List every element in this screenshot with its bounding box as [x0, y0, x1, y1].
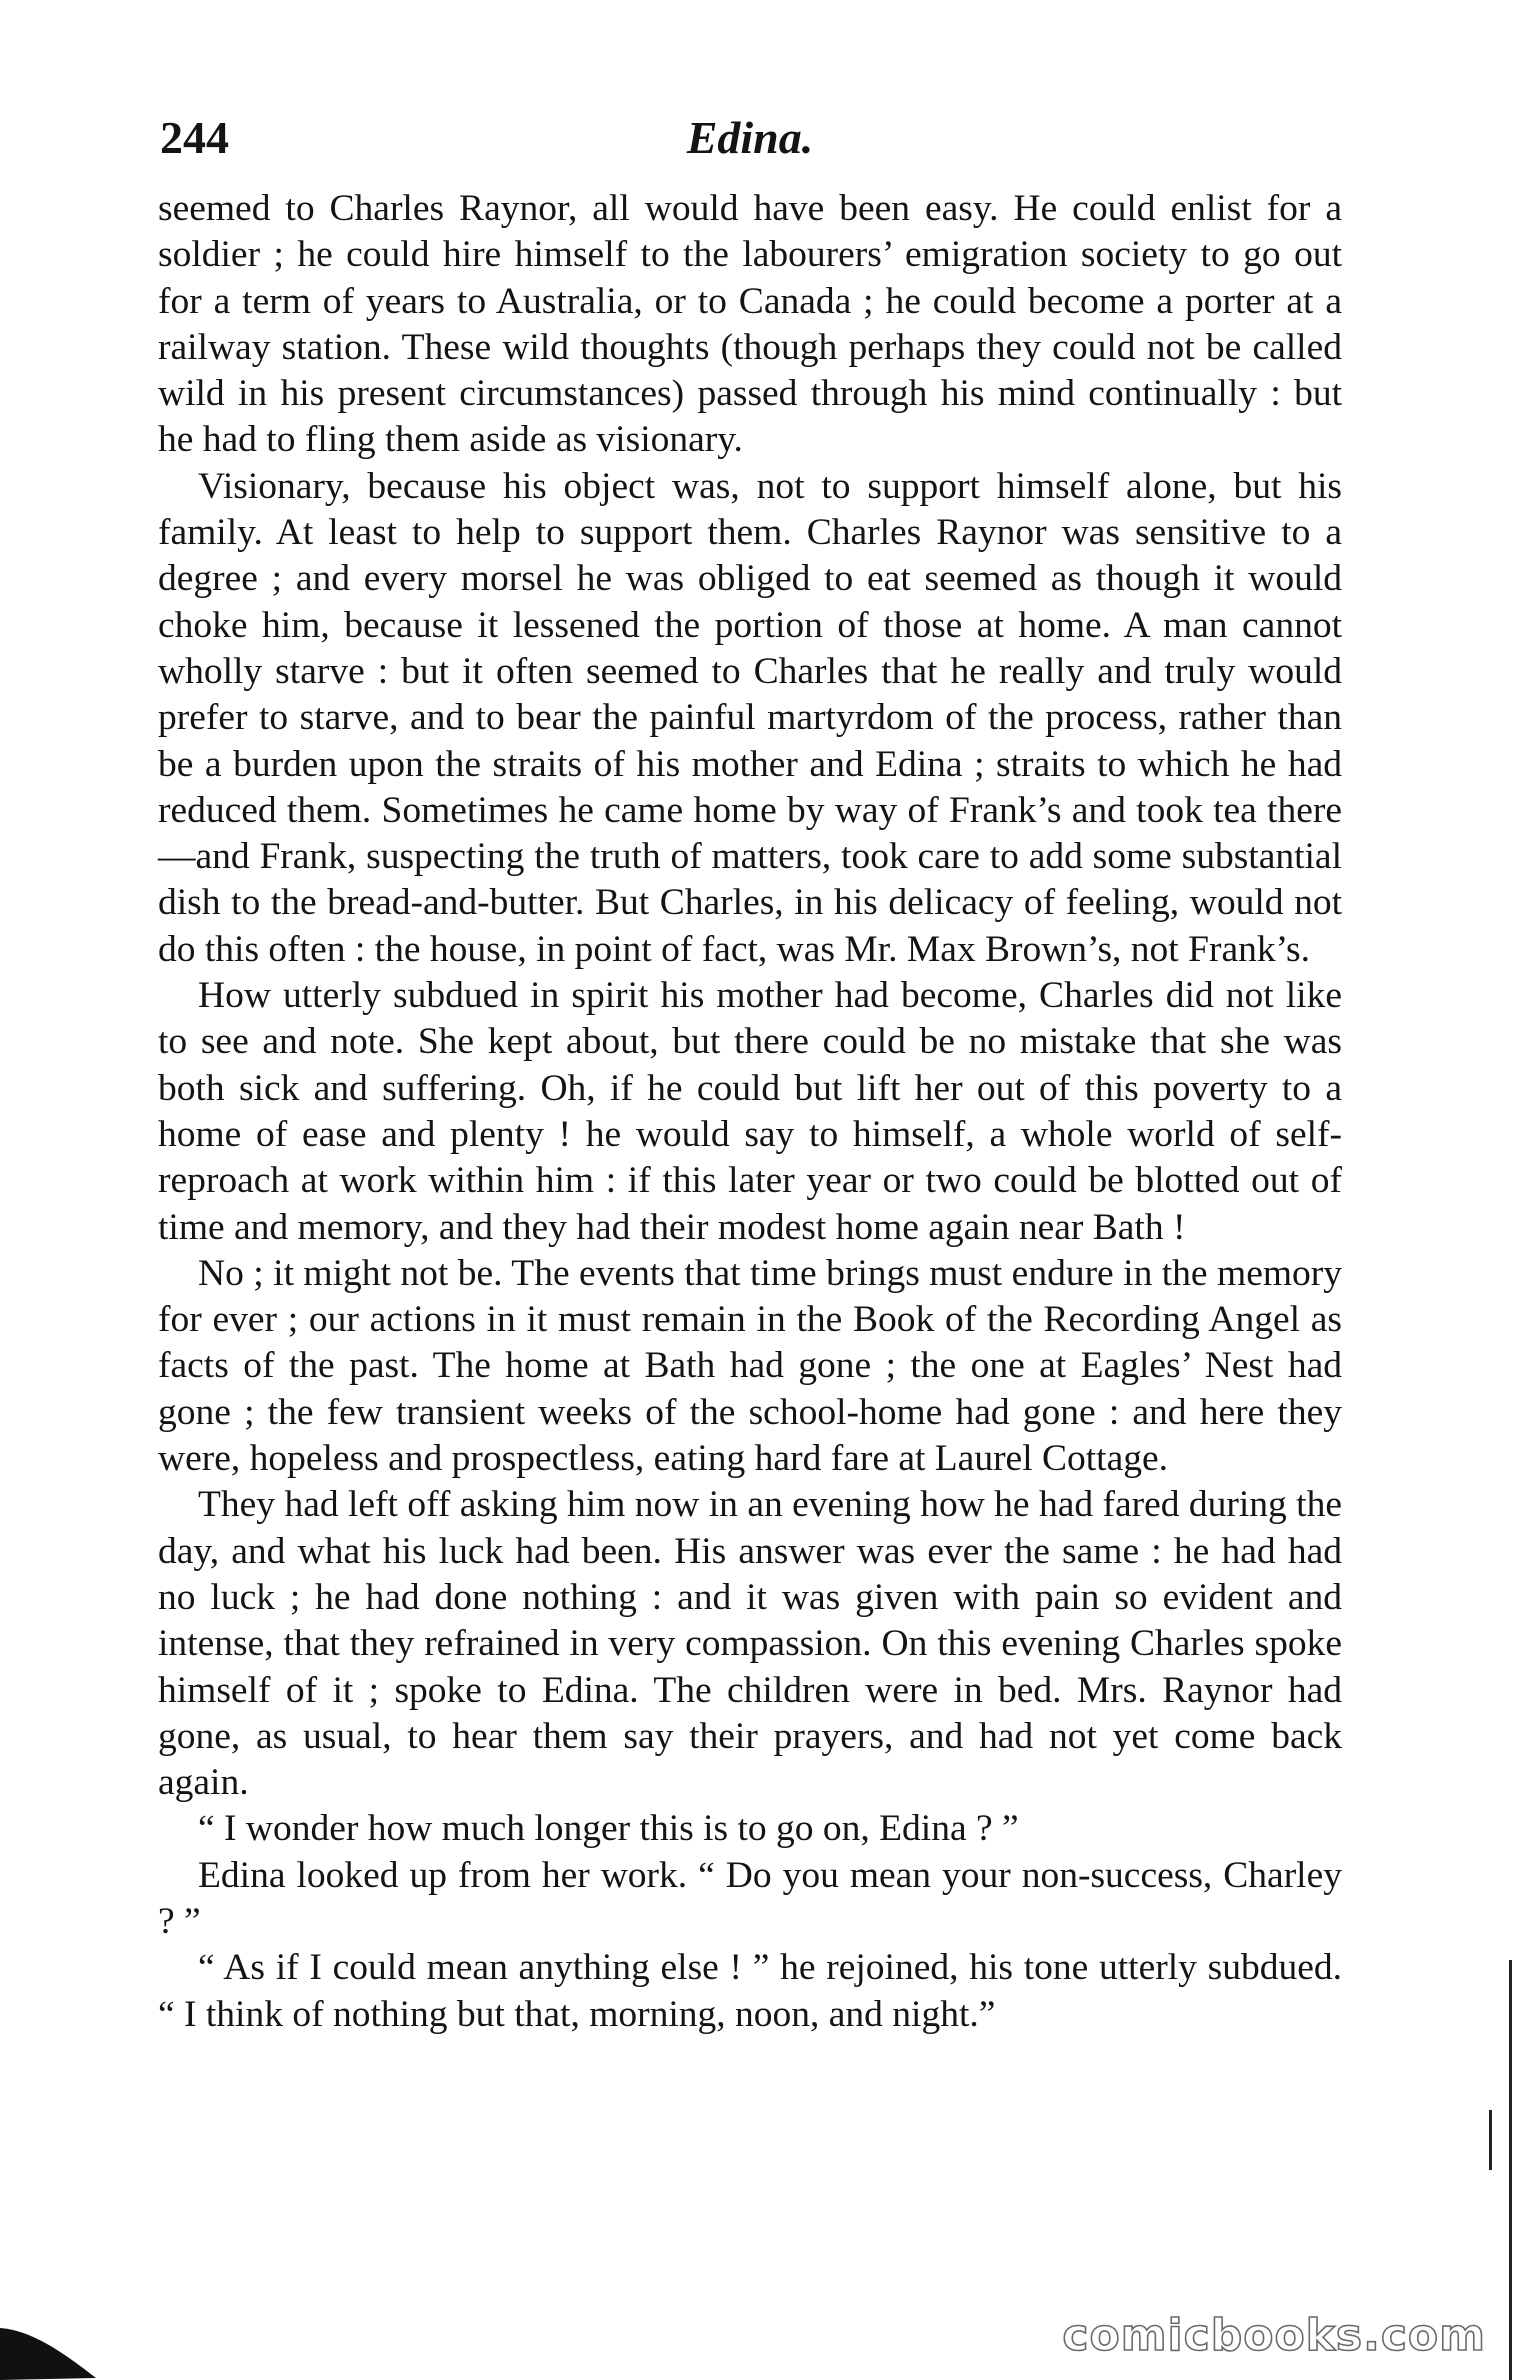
running-title: Edina.	[686, 112, 814, 163]
dialogue-paragraph: Edina looked up from her work. “ Do you mean your non-success, Charley ? ”	[158, 1854, 1342, 1942]
page-number: 244	[160, 112, 229, 163]
paragraph: Visionary, because his object was, not to support himself alone, but his family. At least to help to support them. Charles Raynor was sensitive to a degree ; and every morsel he was obliged to eat seemed as though it would choke him, because it lessened the portion of those at home. A man cannot wholly starve : but it often seemed to Charles that he really and truly would prefer to starve, and to bear the painful martyrdom of the process, rather than be a burden upon the straits of his mother and Edina ; straits to which he had reduced them. Sometimes he came home by way of Frank’s and took tea there—and Frank, suspecting the truth of matters, took care to add some substantial dish to the bread-and-butter. But Charles, in his delicacy of feeling, would not do this often : the house, in point of fact, was Mr. Max Brown’s, not Frank’s.	[158, 465, 1342, 970]
body-text	[158, 186, 1342, 2038]
scan-edge-mark	[1509, 1960, 1512, 2380]
dialogue-paragraph: “ As if I could mean anything else ! ” he rejoined, his tone utterly subdued. “ I think of nothing but that, morning, noon, and night.”	[158, 1947, 1342, 2035]
paragraph: seemed to Charles Raynor, all would have been easy. He could enlist for a soldier ; he could hire himself to the labourers’ emigration society to go out for a term of years to Australia, or to Canada ; he could become a porter at a railway station. These wild thoughts (though perhaps they could not be called wild in his present circumstances) passed through his mind continually : but he had to fling them aside as visionary.	[158, 188, 1342, 461]
watermark-logo	[1062, 2306, 1490, 2362]
ink-blot-mark	[0, 2300, 110, 2380]
dialogue-paragraph: “ I wonder how much longer this is to go on, Edina ? ”	[198, 1808, 1019, 1850]
paragraph: They had left off asking him now in an evening how he had fared during the day, and what his luck had been. His answer was ever the same : he had had no luck ; he had done nothing : and it was given with pain so evident and intense, that they refrained in very compassion. On this evening Charles spoke himself of it ; spoke to Edina. The children were in bed. Mrs. Raynor had gone, as usual, to hear them say their prayers, and had not yet come back again.	[158, 1484, 1342, 1804]
page-header	[160, 108, 1340, 168]
watermark-text: comicbooks.com	[1062, 2310, 1486, 2361]
paragraph: How utterly subdued in spirit his mother had become, Charles did not like to see and note. She kept about, but there could be no mistake that she was both sick and suffering. Oh, if he could but lift her out of this poverty to a home of ease and plenty ! he would say to himself, a whole world of self-reproach at work within him : if this later year or two could be blotted out of time and memory, and they had their modest home again near Bath !	[158, 975, 1342, 1248]
scan-edge-mark	[1489, 2110, 1492, 2170]
paragraph: No ; it might not be. The events that time brings must endure in the memory for ever ; our actions in it must remain in the Book of the Recording Angel as facts of the past. The home at Bath had gone ; the one at Eagles’ Nest had gone ; the few transient weeks of the school-home had gone : and here they were, hopeless and prospectless, eating hard fare at Laurel Cottage.	[158, 1252, 1342, 1480]
